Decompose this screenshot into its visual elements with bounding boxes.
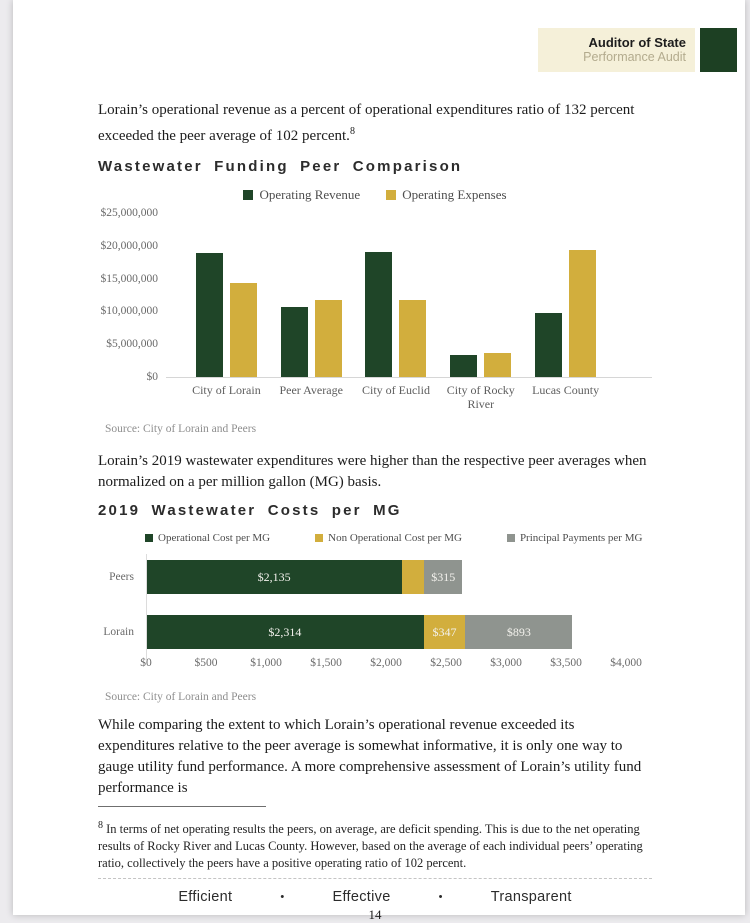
x-axis-tick-label: $2,500 (430, 657, 462, 669)
footnote-mark: 8 (98, 820, 103, 831)
bar-segment (424, 615, 466, 649)
chart2-axis-line (146, 554, 147, 660)
legend-label: Operational Cost per MG (158, 532, 271, 544)
logo-text-box (538, 28, 695, 72)
x-axis-tick-label: $1,000 (250, 657, 282, 669)
bar (484, 353, 511, 377)
bar-value-label: $2,135 (257, 569, 291, 584)
legend-item (243, 187, 360, 203)
chart2-source-note: Source: City of Lorain and Peers (105, 691, 257, 703)
paragraph-operating-ratio (98, 100, 652, 147)
footnote-reference-mark: 8 (349, 126, 355, 137)
x-axis-tick-label: $2,000 (370, 657, 402, 669)
chart1-plot (98, 207, 652, 383)
bar-segment (146, 615, 424, 649)
x-axis-tick-label: $4,000 (610, 657, 642, 669)
footnote (98, 817, 652, 872)
bar (450, 355, 477, 377)
bar-segment (424, 560, 462, 594)
bar-value-label: $315 (431, 569, 456, 584)
x-axis-tick-label: $3,500 (550, 657, 582, 669)
category-label: Peers (109, 571, 134, 583)
x-axis-category-label: Lucas County (532, 383, 600, 397)
x-axis-category-label: City of Rocky River (446, 383, 515, 411)
legend-swatch (315, 534, 323, 542)
chart-row (98, 560, 652, 594)
bar (535, 313, 562, 377)
bar-segment (402, 560, 424, 594)
legend-swatch (243, 190, 253, 200)
x-axis-tick-label: $500 (194, 657, 218, 669)
bar-value-label: $2,314 (268, 624, 302, 639)
bar-group (438, 353, 523, 377)
bar (365, 252, 392, 377)
bar (281, 307, 308, 377)
logo-green-square (700, 28, 737, 72)
legend-item (145, 532, 270, 544)
category-label: Lorain (103, 626, 134, 638)
bar-track (146, 560, 626, 594)
x-axis-tick-label: $3,000 (490, 657, 522, 669)
bar (399, 300, 426, 377)
chart1-legend (98, 187, 652, 203)
legend-label: Operating Revenue (259, 187, 361, 202)
bar (569, 250, 596, 377)
bar-group (523, 250, 608, 377)
chart2-title: 2019 Wastewater Costs per MG (98, 502, 402, 519)
page-content (13, 100, 745, 923)
chart-row (98, 615, 652, 649)
y-axis-tick-label: $0 (146, 371, 158, 383)
footer-word-efficient: Efficient (178, 889, 233, 906)
legend-label: Non Operational Cost per MG (328, 532, 462, 544)
legend-label: Principal Payments per MG (519, 532, 643, 544)
legend-swatch (507, 534, 515, 542)
bar-segment (465, 615, 572, 649)
footer-bullet: • (280, 891, 285, 904)
bar (196, 253, 223, 377)
chart2-x-axis-labels (140, 657, 642, 671)
footnote-separator-rule (98, 806, 266, 807)
bar (230, 283, 257, 377)
footer-word-transparent: Transparent (490, 889, 572, 906)
bar (315, 300, 342, 377)
chart2-plot (98, 560, 652, 649)
chart2-legend (98, 532, 652, 544)
bar-group (354, 252, 439, 377)
paragraph-costs-per-mg: Lorain’s 2019 wastewater expenditures were higher than the respective peer averages when normalized on a per million gallon (MG) basis. (98, 453, 647, 490)
legend-item (386, 187, 506, 203)
footer-word-effective: Effective (332, 889, 391, 906)
paragraph-assessment: While comparing the extent to which Lorain’s operational revenue exceeded its expenditures relative to the peer average is somewhat informative, it is only one way to gauge utility fund performance. A more comprehensive assessment of Lorain’s utility fund performance is (98, 717, 642, 796)
footer-bullet: • (438, 891, 443, 904)
chart1-y-axis (98, 207, 166, 383)
y-axis-tick-label: $15,000,000 (100, 272, 158, 285)
y-axis-tick-label: $10,000,000 (100, 305, 158, 318)
bar-value-label: $347 (432, 624, 457, 639)
legend-item (507, 532, 643, 544)
chart1-x-axis-labels (166, 383, 652, 411)
footnote-text: In terms of net operating results the peers, on average, are deficit spending. This is due to the net operating results of Rocky River and Lucas County. However, based on the average of each individual peers’ operating ratio, collectively the peers have a positive operating ratio of 102 percent. (98, 822, 643, 871)
footer-motto (98, 889, 652, 905)
page-number: 14 (368, 907, 382, 923)
footer-separator-rule (98, 878, 652, 879)
paragraph-text: Lorain’s operational revenue as a percent of operational expenditures ratio of 132 percent exceeded the peer average of 102 percent. (98, 102, 635, 144)
bar-segment (146, 560, 402, 594)
x-axis-tick-label: $0 (140, 657, 152, 669)
y-axis-tick-label: $25,000,000 (100, 207, 158, 219)
logo-subtitle: Performance Audit (583, 50, 686, 64)
legend-swatch (145, 534, 153, 542)
report-page (13, 0, 745, 923)
legend-label: Operating Expenses (402, 187, 507, 202)
chart1-bars-area (166, 213, 652, 378)
chart1-source-note: Source: City of Lorain and Peers (105, 423, 257, 435)
x-axis-category-label: City of Lorain (192, 383, 261, 397)
chart1-title: Wastewater Funding Peer Comparison (98, 158, 463, 175)
x-axis-category-label: City of Euclid (361, 383, 430, 397)
logo-org-name: Auditor of State (588, 35, 686, 50)
y-axis-tick-label: $5,000,000 (106, 338, 158, 351)
bar-group (269, 300, 354, 377)
x-axis-tick-label: $1,500 (310, 657, 342, 669)
bar-value-label: $893 (506, 624, 531, 639)
legend-item (315, 532, 462, 544)
bar-group (184, 253, 269, 377)
legend-swatch (386, 190, 396, 200)
bar-track (146, 615, 626, 649)
x-axis-category-label: Peer Average (279, 383, 343, 397)
y-axis-tick-label: $20,000,000 (100, 239, 158, 252)
auditor-of-state-logo (538, 28, 737, 72)
